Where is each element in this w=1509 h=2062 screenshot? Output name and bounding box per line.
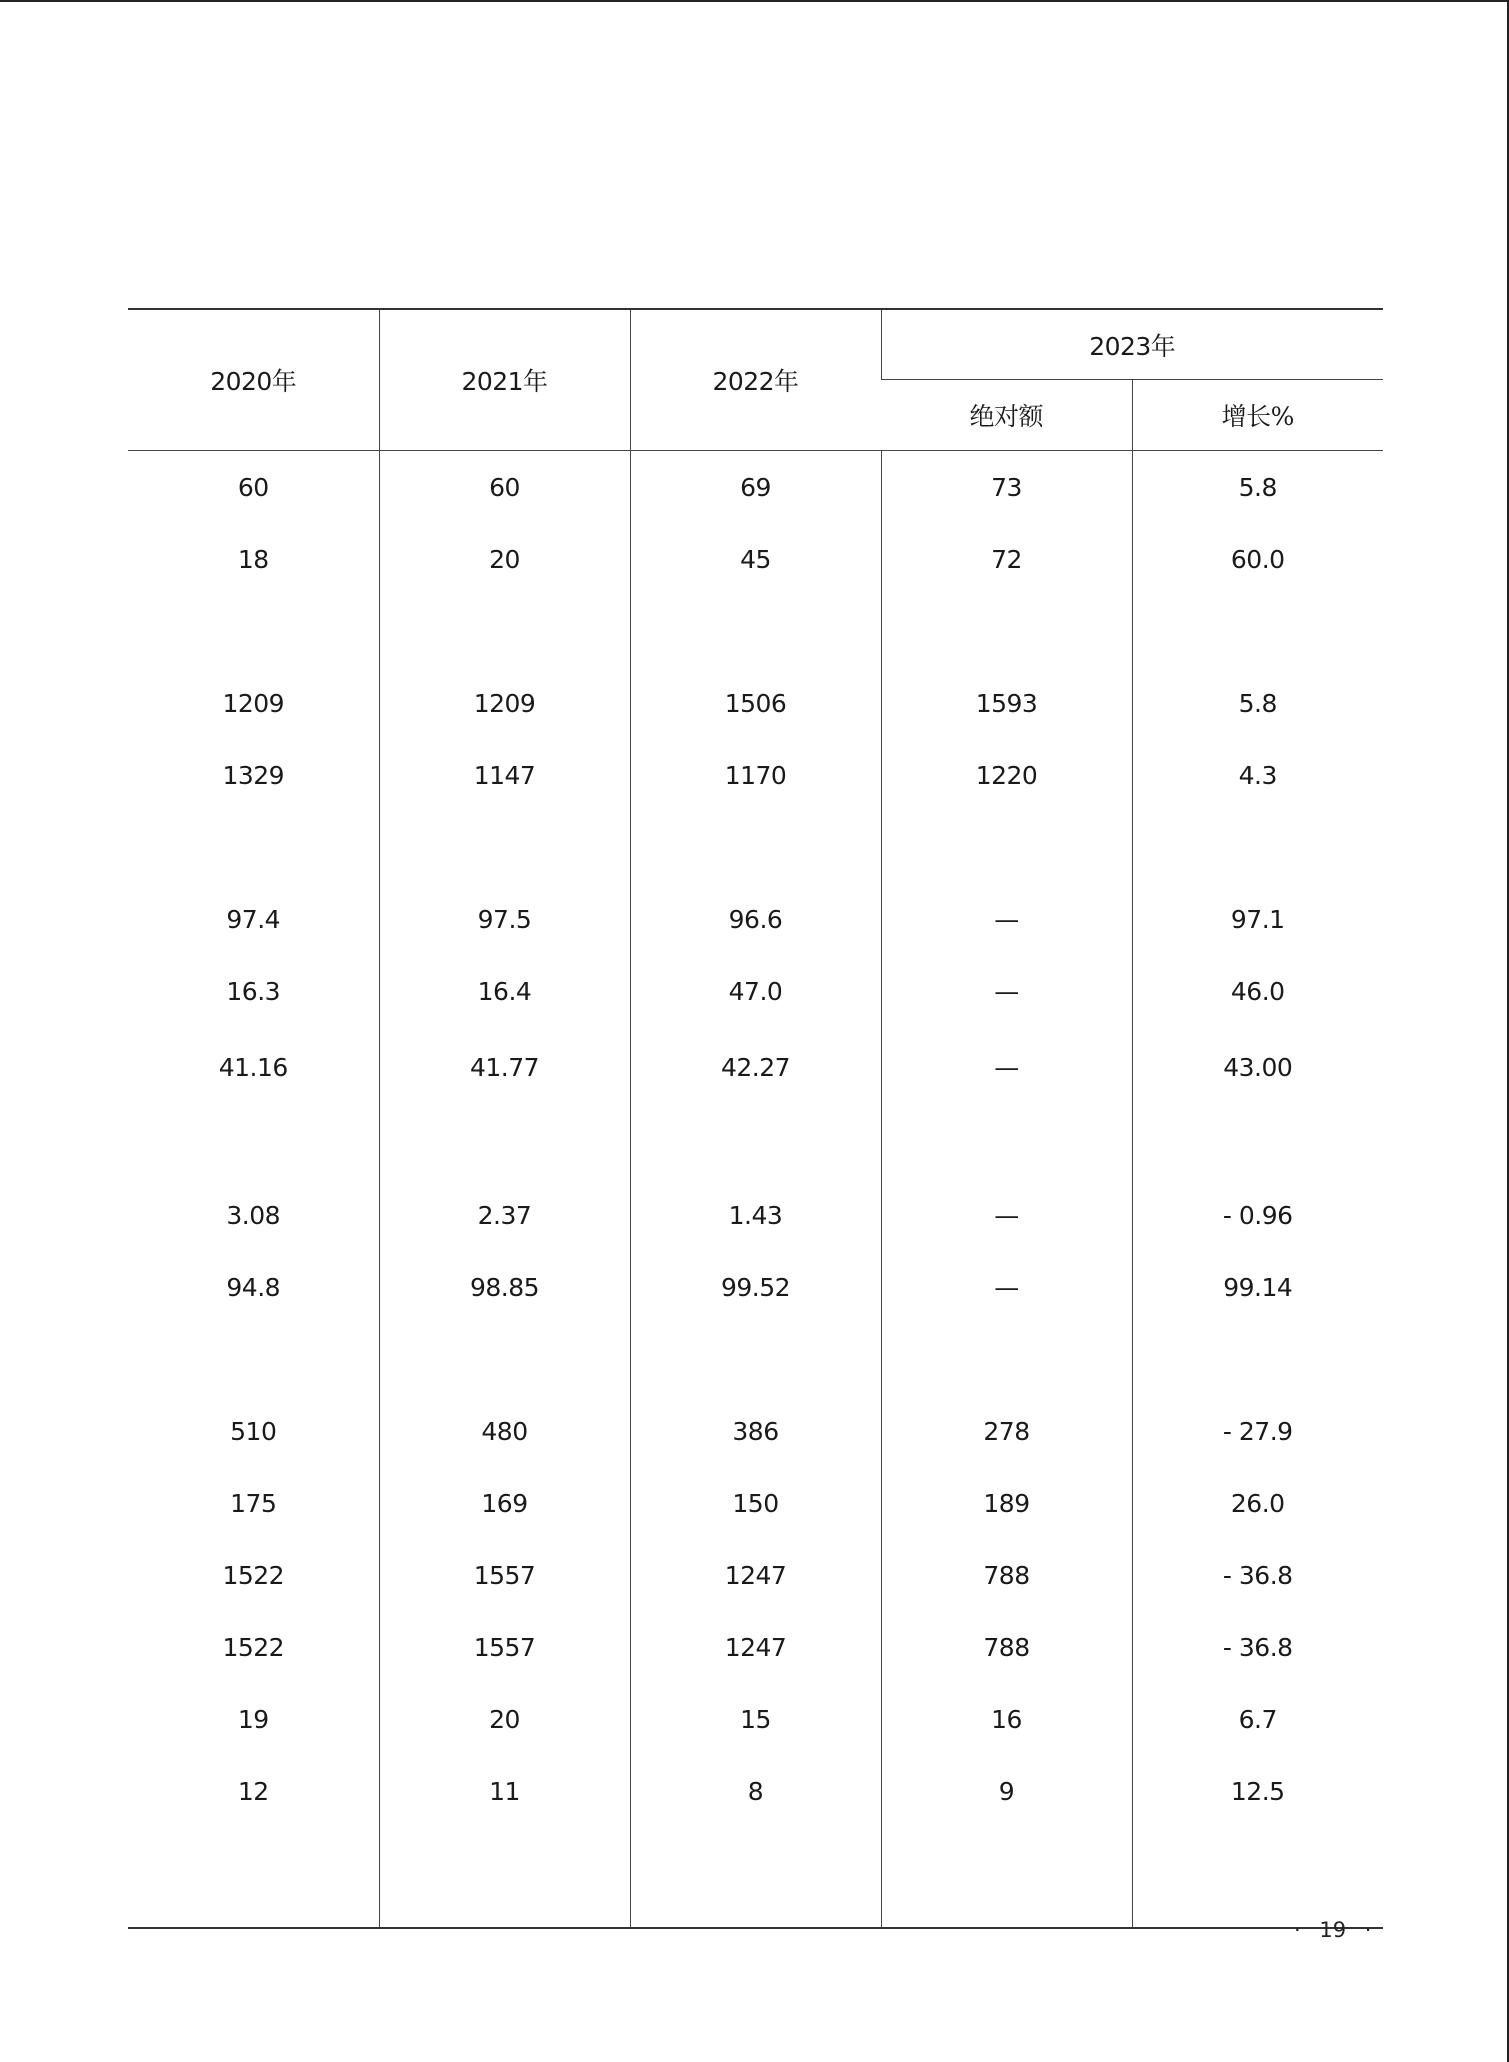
cell-2022: 42.27 bbox=[630, 1027, 881, 1107]
cell-2021: 20 bbox=[379, 523, 630, 595]
page-number: 19 bbox=[1319, 1918, 1347, 1942]
cell-2023-growth: 12.5 bbox=[1132, 1755, 1383, 1827]
spacer-row bbox=[128, 595, 1383, 667]
cell-2020: 1522 bbox=[222, 1560, 285, 1590]
header-2022: 2022年 bbox=[630, 309, 881, 451]
footer-dot-left: · bbox=[1294, 1918, 1301, 1942]
cell-2023-growth: 5.8 bbox=[1132, 667, 1383, 739]
cell-2023-absolute: 278 bbox=[881, 1395, 1132, 1467]
spacer-row bbox=[128, 1107, 1383, 1179]
footer-dot-right: · bbox=[1364, 1918, 1372, 1942]
header-2020: 2020年 bbox=[128, 309, 379, 451]
cell-2022: 1.43 bbox=[630, 1179, 881, 1251]
cell-2021: 60 bbox=[379, 451, 630, 524]
page-border-top bbox=[0, 0, 1509, 2]
cell-2020: 175 bbox=[230, 1488, 277, 1518]
cell-2021: 98.85 bbox=[379, 1251, 630, 1323]
cell-2023-absolute: 9 bbox=[881, 1755, 1132, 1827]
cell-2023-growth: 6.7 bbox=[1132, 1683, 1383, 1755]
cell-2023-absolute: — bbox=[881, 1251, 1132, 1323]
cell-2022: 1170 bbox=[630, 739, 881, 811]
cell-2022: 1247 bbox=[630, 1611, 881, 1683]
cell-2022: 99.52 bbox=[630, 1251, 881, 1323]
cell-2021: 11 bbox=[379, 1755, 630, 1827]
cell-2020: 1522 bbox=[222, 1632, 285, 1662]
header-growth: 增长% bbox=[1132, 380, 1383, 451]
cell-2022: 47.0 bbox=[630, 955, 881, 1027]
cell-2021: 480 bbox=[379, 1395, 630, 1467]
cell-2022: 1247 bbox=[630, 1539, 881, 1611]
page-footer bbox=[1282, 1918, 1383, 1942]
cell-2023-absolute: 73 bbox=[881, 451, 1132, 524]
table-row bbox=[128, 739, 1383, 811]
cell-2023-growth: - 36.8 bbox=[1132, 1539, 1383, 1611]
cell-2021: 1147 bbox=[379, 739, 630, 811]
cell-2020: 41.16 bbox=[218, 1052, 288, 1082]
cell-2020: 18 bbox=[237, 544, 269, 574]
table-row bbox=[128, 1683, 1383, 1755]
table-row bbox=[128, 1179, 1383, 1251]
spacer-row bbox=[128, 1323, 1383, 1395]
header-2023: 2023年 bbox=[881, 309, 1383, 380]
statistics-table bbox=[128, 308, 1383, 1929]
cell-2020: 3.08 bbox=[226, 1200, 281, 1230]
header-2021: 2021年 bbox=[379, 309, 630, 451]
cell-2020: 1209 bbox=[222, 688, 285, 718]
cell-2023-absolute: — bbox=[881, 955, 1132, 1027]
table-row bbox=[128, 451, 1383, 524]
table-row bbox=[128, 523, 1383, 595]
header-absolute: 绝对额 bbox=[881, 380, 1132, 451]
table-row bbox=[128, 1395, 1383, 1467]
table-row bbox=[128, 883, 1383, 955]
cell-2022: 386 bbox=[630, 1395, 881, 1467]
cell-2023-absolute: 788 bbox=[881, 1611, 1132, 1683]
cell-2023-absolute: 189 bbox=[881, 1467, 1132, 1539]
cell-2020: 94.8 bbox=[226, 1272, 281, 1302]
cell-2021: 1557 bbox=[379, 1611, 630, 1683]
cell-2023-growth: 99.14 bbox=[1132, 1251, 1383, 1323]
cell-2023-absolute: 788 bbox=[881, 1539, 1132, 1611]
cell-2023-absolute: 1593 bbox=[881, 667, 1132, 739]
cell-2020: 19 bbox=[237, 1704, 269, 1734]
cell-2023-growth: - 0.96 bbox=[1132, 1179, 1383, 1251]
cell-2023-growth: - 27.9 bbox=[1132, 1395, 1383, 1467]
cell-2023-absolute: — bbox=[881, 1027, 1132, 1107]
table-row bbox=[128, 1251, 1383, 1323]
table-row bbox=[128, 1611, 1383, 1683]
cell-2023-growth: 97.1 bbox=[1132, 883, 1383, 955]
cell-2023-growth: 43.00 bbox=[1132, 1027, 1383, 1107]
table-row bbox=[128, 955, 1383, 1027]
cell-2023-absolute: 16 bbox=[881, 1683, 1132, 1755]
cell-2021: 1557 bbox=[379, 1539, 630, 1611]
header-row bbox=[128, 309, 1383, 380]
cell-2020: 60 bbox=[237, 472, 269, 502]
cell-2023-growth: 5.8 bbox=[1132, 451, 1383, 524]
cell-2021: 169 bbox=[379, 1467, 630, 1539]
cell-2021: 1209 bbox=[379, 667, 630, 739]
cell-2022: 96.6 bbox=[630, 883, 881, 955]
cell-2023-growth: 4.3 bbox=[1132, 739, 1383, 811]
cell-2020: 12 bbox=[237, 1776, 269, 1806]
cell-2023-absolute: — bbox=[881, 1179, 1132, 1251]
cell-2021: 16.4 bbox=[379, 955, 630, 1027]
cell-2020: 97.4 bbox=[226, 904, 281, 934]
cell-2022: 45 bbox=[630, 523, 881, 595]
cell-2021: 20 bbox=[379, 1683, 630, 1755]
table-row bbox=[128, 1539, 1383, 1611]
cell-2022: 15 bbox=[630, 1683, 881, 1755]
cell-2023-absolute: 1220 bbox=[881, 739, 1132, 811]
cell-2023-absolute: — bbox=[881, 883, 1132, 955]
cell-2022: 1506 bbox=[630, 667, 881, 739]
spacer-row bbox=[128, 811, 1383, 883]
cell-2022: 8 bbox=[630, 1755, 881, 1827]
cell-2023-growth: - 36.8 bbox=[1132, 1611, 1383, 1683]
cell-2020: 16.3 bbox=[226, 976, 281, 1006]
cell-2020: 510 bbox=[230, 1416, 277, 1446]
table-bottom-spacer bbox=[128, 1827, 1383, 1928]
cell-2021: 41.77 bbox=[379, 1027, 630, 1107]
cell-2021: 97.5 bbox=[379, 883, 630, 955]
cell-2023-absolute: 72 bbox=[881, 523, 1132, 595]
table-row bbox=[128, 1027, 1383, 1107]
cell-2023-growth: 46.0 bbox=[1132, 955, 1383, 1027]
cell-2021: 2.37 bbox=[379, 1179, 630, 1251]
table-row bbox=[128, 1755, 1383, 1827]
table-row bbox=[128, 1467, 1383, 1539]
cell-2022: 150 bbox=[630, 1467, 881, 1539]
cell-2020: 1329 bbox=[222, 760, 285, 790]
cell-2022: 69 bbox=[630, 451, 881, 524]
table-row bbox=[128, 667, 1383, 739]
cell-2023-growth: 26.0 bbox=[1132, 1467, 1383, 1539]
cell-2023-growth: 60.0 bbox=[1132, 523, 1383, 595]
